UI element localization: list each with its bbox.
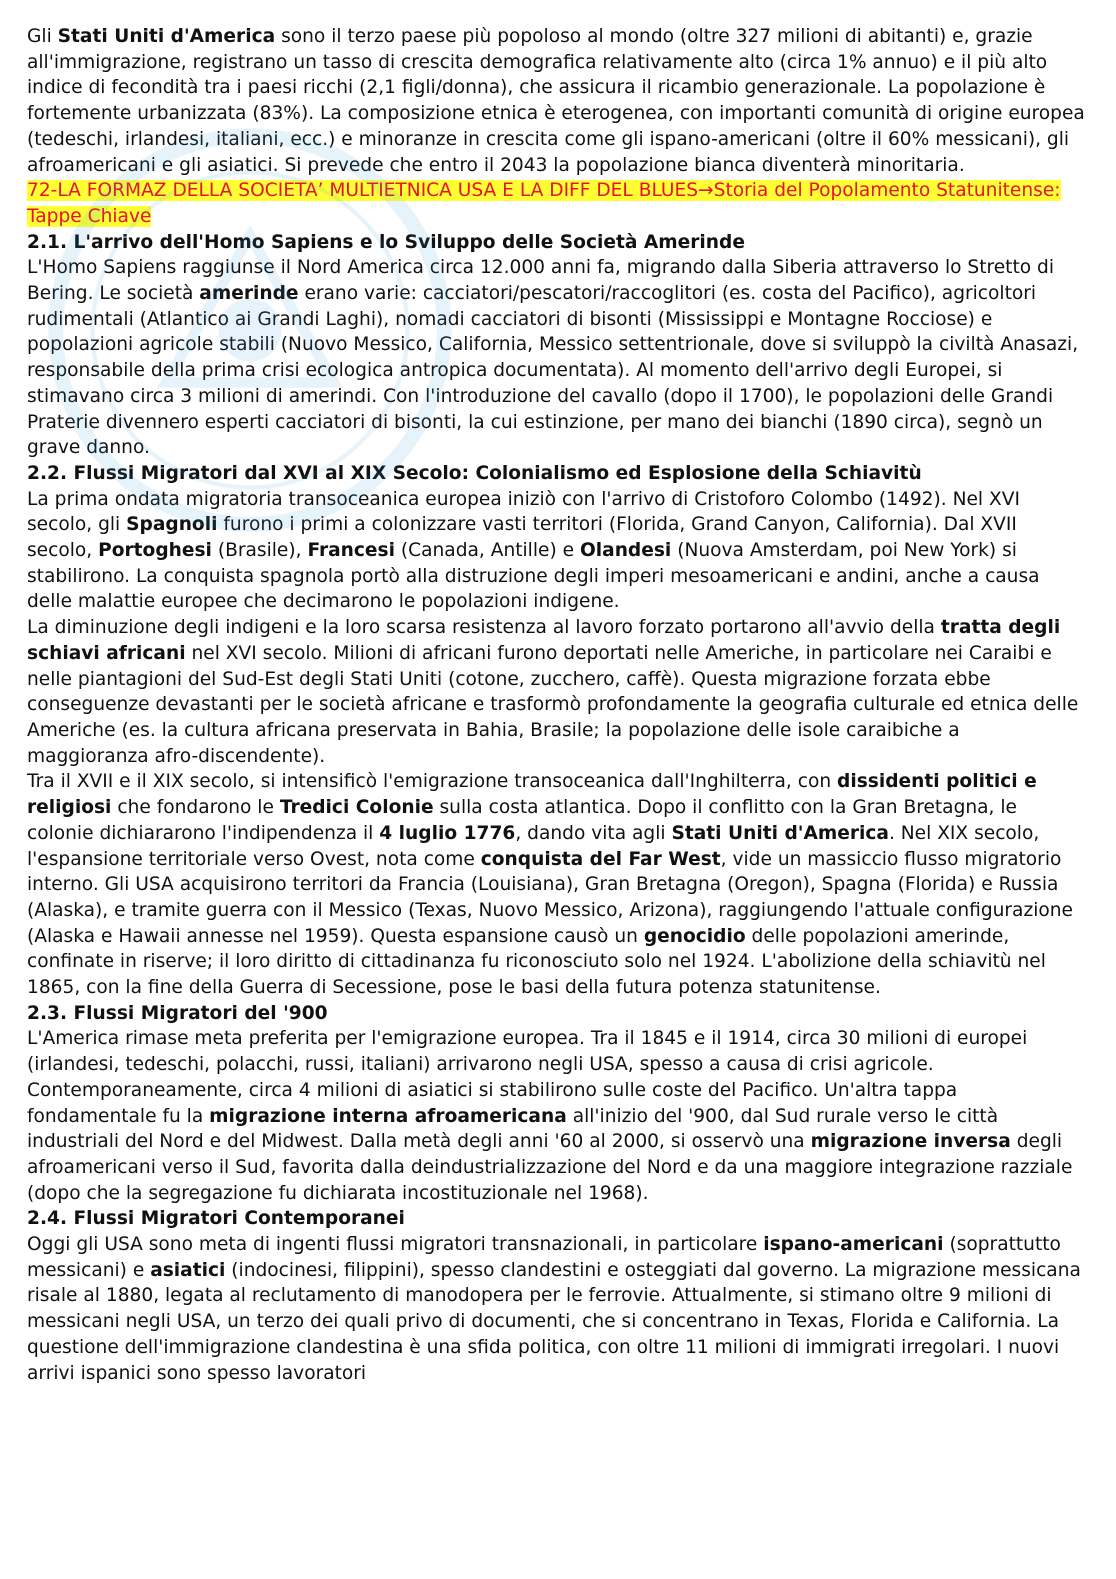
paragraph-2-2-c: Tra il XVII e il XIX secolo, si intensificò l'emigrazione transoceanica dall'Inghilterra, con dissidenti politici e religiosi che fondarono le Tredici Colonie sulla costa atlantica. Dopo il conflitto con la Gran Bretagna, le colonie dichiararono l'indipendenza il 4 luglio 1776, dando vita agli Stati Uniti d'America. Nel XIX secolo, l'espansione territoriale verso Ovest, nota come conquista del Far West, vide un massiccio flusso migratorio interno. Gli USA acquisirono territori da Francia (Louisiana), Gran Bretagna (Oregon), Spagna (Florida) e Russia (Alaska), e tramite guerra con il Messico (Texas, Nuovo Messico, Arizona), raggiungendo l'attuale configurazione (Alaska e Hawaii annesse nel 1959). Questa espansione causò un genocidio delle popolazioni amerinde, confinate in riserve; il loro diritto di cittadinanza fu riconosciuto solo nel 1924. L'abolizione della schiavitù nel 1865, con la fine della Guerra di Secessione, pose le basi della futura potenza statunitense. <box>27 771 1073 999</box>
paragraph-2-3: L'America rimase meta preferita per l'emigrazione europea. Tra il 1845 e il 1914, circa 30 milioni di europei (irlandesi, tedeschi, polacchi, russi, italiani) arrivarono negli USA, spesso a causa di crisi agricole. Contemporaneamente, circa 4 milioni di asiatici si stabilirono sulle coste del Pacifico. Un'altra tappa fondamentale fu la migrazione interna afroamericana all'inizio del '900, dal Sud rurale verso le città industriali del Nord e del Midwest. Dalla metà degli anni '60 al 2000, si osservò una migrazione inversa degli afroamericani verso il Sud, favorita dalla deindustrializzazione del Nord e da una maggiore integrazione razziale (dopo che la segregazione fu dichiarata incostituzionale nel 1968). <box>27 1028 1073 1204</box>
paragraph-2-1: L'Homo Sapiens raggiunse il Nord America circa 12.000 anni fa, migrando dalla Siberia attraverso lo Stretto di Bering. Le società amerinde erano varie: cacciatori/pescatori/raccoglitori (es. costa del Pacifico), agricoltori rudimentali (Atlantico ai Grandi Laghi), nomadi cacciatori di bisonti (Mississippi e Montagne Rocciose) e popolazioni agricole stabili (Nuovo Messico, California, Messico settentrionale, dove si sviluppò la civiltà Anasazi, responsabile della prima crisi ecologica antropica documentata). Al momento dell'arrivo degli Europei, si stimavano circa 3 milioni di amerindi. Con l'introduzione del cavallo (dopo il 1700), le popolazioni delle Grandi Praterie divennero esperti cacciatori di bisonti, la cui estinzione, per mano dei bianchi (1890 circa), segnò un grave danno. <box>27 257 1079 459</box>
heading-2-3: 2.3. Flussi Migratori del '900 <box>27 1002 328 1024</box>
heading-2-2: 2.2. Flussi Migratori dal XVI al XIX Secolo: Colonialismo ed Esplosione della Schiavitù <box>27 462 922 484</box>
paragraph-2-2-a: La prima ondata migratoria transoceanica europea iniziò con l'arrivo di Cristoforo Colombo (1492). Nel XVI secolo, gli Spagnoli furono i primi a colonizzare vasti territori (Florida, Grand Canyon, California). Dal XVII secolo, Portoghesi (Brasile), Francesi (Canada, Antille) e Olandesi (Nuova Amsterdam, poi New York) si stabilirono. La conquista spagnola portò alla distruzione degli imperi mesoamericani e andini, anche a causa delle malattie europee che decimarono le popolazioni indigene. <box>27 488 1040 613</box>
paragraph-2-4: Oggi gli USA sono meta di ingenti flussi migratori transnazionali, in particolare ispano-americani (soprattutto messicani) e asiatici (indocinesi, filippini), spesso clandestini e osteggiati dal governo. La migrazione messicana risale al 1880, legata al reclutamento di manodopera per le ferrovie. Attualmente, si stimano oltre 9 milioni di messicani negli USA, un terzo dei quali privo di documenti, che si concentrano in Texas, Florida e California. La questione dell'immigrazione clandestina è una sfida politica, con oltre 11 milioni di immigrati irregolari. I nuovi arrivi ispanici sono spesso lavoratori <box>27 1234 1081 1384</box>
section-highlight-title: 72-LA FORMAZ DELLA SOCIETA’ MULTIETNICA USA E LA DIFF DEL BLUES→Storia del Popolamento Statunitense: Tappe Chiave <box>27 180 1061 227</box>
heading-2-4: 2.4. Flussi Migratori Contemporanei <box>27 1208 405 1230</box>
heading-2-1: 2.1. L'arrivo dell'Homo Sapiens e lo Sviluppo delle Società Amerinde <box>27 231 745 253</box>
intro-paragraph: Gli Stati Uniti d'America sono il terzo paese più popoloso al mondo (oltre 327 milioni di abitanti) e, grazie all'immigrazione, registrano un tasso di crescita demografica relativamente alto (circa 1% annuo) e il più alto indice di fecondità tra i paesi ricchi (2,1 figli/donna), che assicura il ricambio generazionale. La popolazione è fortemente urbanizzata (83%). La composizione etnica è eterogenea, con importanti comunità di origine europea (tedeschi, irlandesi, italiani, ecc.) e minoranze in crescita come gli ispano-americani (oltre il 60% messicani), gli afroamericani e gli asiatici. Si prevede che entro il 2043 la popolazione bianca diventerà minoritaria. <box>27 26 1085 176</box>
paragraph-2-2-b: La diminuzione degli indigeni e la loro scarsa resistenza al lavoro forzato portarono all'avvio della tratta degli schiavi africani nel XVI secolo. Milioni di africani furono deportati nelle Americhe, in particolare nei Caraibi e nelle piantagioni del Sud-Est degli Stati Uniti (cotone, zucchero, caffè). Questa migrazione forzata ebbe conseguenze devastanti per le società africane e trasformò profondamente la geografia culturale ed etnica delle Americhe (es. la cultura africana preservata in Bahia, Brasile; la popolazione delle isole caraibiche a maggioranza afro-discendente). <box>27 617 1079 767</box>
arrow-right-icon: → <box>698 180 714 202</box>
